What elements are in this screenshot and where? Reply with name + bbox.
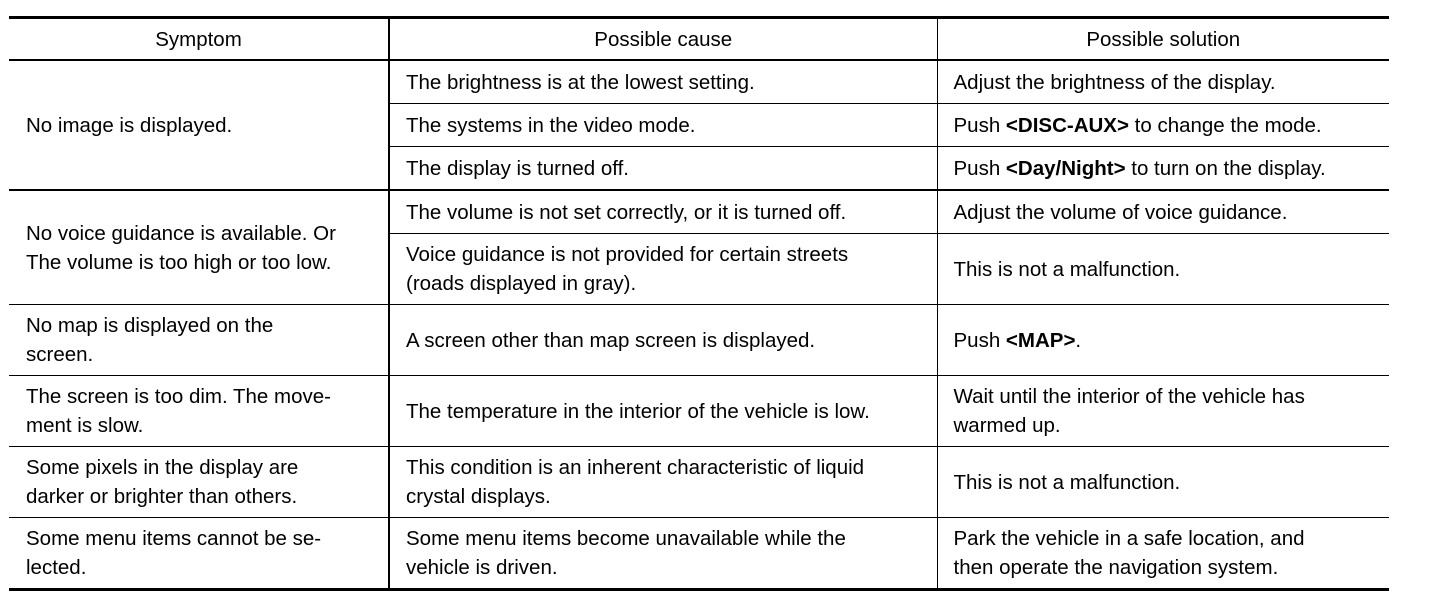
table-row bbox=[9, 190, 1389, 234]
solution-cell bbox=[937, 60, 1389, 104]
cause-line: (roads displayed in gray). bbox=[406, 272, 637, 295]
solution-line: warmed up. bbox=[953, 414, 1061, 437]
cause-cell: The volume is not set correctly, or it is turned off. bbox=[389, 190, 937, 234]
symptom-cell bbox=[9, 376, 389, 447]
symptom-line: Some menu items cannot be se- bbox=[26, 527, 322, 550]
cause-line: vehicle is driven. bbox=[406, 556, 558, 579]
table-row bbox=[9, 447, 1389, 518]
cause-cell bbox=[389, 518, 937, 590]
solution-cell bbox=[937, 518, 1389, 590]
solution-line: Park the vehicle in a safe location, and bbox=[953, 527, 1305, 550]
symptom-cell: No image is displayed. bbox=[9, 60, 389, 190]
solution-cell bbox=[937, 104, 1389, 147]
cause-cell: The display is turned off. bbox=[389, 147, 937, 191]
symptom-line: ment is slow. bbox=[26, 414, 144, 437]
solution-line: then operate the navigation system. bbox=[953, 556, 1279, 579]
symptom-line: lected. bbox=[26, 556, 87, 579]
solution-cell bbox=[937, 147, 1389, 191]
cause-cell: The systems in the video mode. bbox=[389, 104, 937, 147]
solution-cell: This is not a malfunction. bbox=[937, 447, 1389, 518]
symptom-line: No voice guidance is available. Or bbox=[26, 221, 336, 245]
solution-line: Wait until the interior of the vehicle has bbox=[953, 385, 1305, 408]
symptom-line: Some pixels in the display are bbox=[26, 456, 299, 479]
symptom-line: The volume is too high or too low. bbox=[26, 250, 332, 274]
cause-line: Voice guidance is not provided for certain streets bbox=[406, 243, 849, 266]
cause-cell: A screen other than map screen is displayed. bbox=[389, 305, 937, 376]
symptom-cell bbox=[9, 518, 389, 590]
cause-cell: The temperature in the interior of the vehicle is low. bbox=[389, 376, 937, 447]
symptom-cell bbox=[9, 305, 389, 376]
symptom-cell bbox=[9, 190, 389, 305]
symptom-line: screen. bbox=[26, 343, 94, 366]
symptom-cell bbox=[9, 447, 389, 518]
solution-keyword: <MAP> bbox=[1005, 328, 1076, 352]
cause-line: This condition is an inherent characteristic of liquid bbox=[406, 456, 865, 479]
table-row bbox=[9, 518, 1389, 590]
table-header-row bbox=[9, 18, 1389, 61]
header-possible-solution: Possible solution bbox=[937, 18, 1389, 61]
cause-line: crystal displays. bbox=[406, 485, 551, 508]
table-row bbox=[9, 376, 1389, 447]
header-possible-cause: Possible cause bbox=[389, 18, 937, 61]
table-row bbox=[9, 305, 1389, 376]
symptom-line: The screen is too dim. The move- bbox=[26, 385, 331, 408]
cause-cell bbox=[389, 234, 937, 305]
solution-text: to change the mode. bbox=[1128, 113, 1322, 137]
header-symptom: Symptom bbox=[9, 18, 389, 61]
solution-keyword: <Day/Night> bbox=[1005, 156, 1126, 180]
troubleshooting-table bbox=[9, 16, 1389, 591]
solution-keyword: <DISC-AUX> bbox=[1005, 113, 1129, 137]
solution-text: . bbox=[1075, 328, 1082, 352]
solution-cell bbox=[937, 305, 1389, 376]
cause-cell: The brightness is at the lowest setting. bbox=[389, 60, 937, 104]
table-row bbox=[9, 60, 1389, 104]
solution-cell: Adjust the volume of voice guidance. bbox=[937, 190, 1389, 234]
solution-text: Adjust the brightness of the display. bbox=[953, 70, 1276, 94]
cause-cell bbox=[389, 447, 937, 518]
symptom-line: darker or brighter than others. bbox=[26, 485, 298, 508]
solution-text: Push bbox=[953, 113, 1006, 137]
solution-text: to turn on the display. bbox=[1125, 156, 1326, 180]
solution-text: Push bbox=[953, 156, 1006, 180]
solution-cell bbox=[937, 376, 1389, 447]
solution-cell: This is not a malfunction. bbox=[937, 234, 1389, 305]
solution-text: Push bbox=[953, 328, 1006, 352]
symptom-line: No map is displayed on the bbox=[26, 314, 274, 337]
cause-line: Some menu items become unavailable while the bbox=[406, 527, 846, 550]
